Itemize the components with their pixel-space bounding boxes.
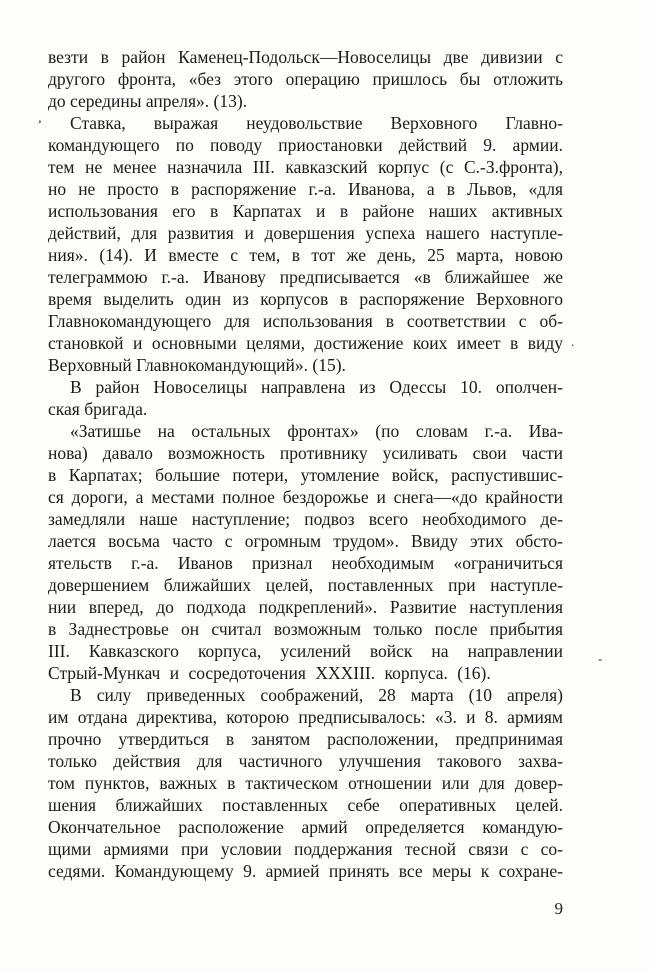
text-line: становкой и основными целями, достижение коих имеет в виду bbox=[48, 333, 563, 353]
text-line: действий, для развития и довершения успеха нашего наступле- bbox=[48, 223, 563, 243]
scan-artifact-mark: ’ bbox=[35, 116, 43, 133]
text-line: ния». (14). И вместе с тем, в тот же день, 25 марта, новою bbox=[48, 245, 563, 265]
page-number: 9 bbox=[554, 899, 563, 918]
scan-artifact-dot: . bbox=[571, 334, 575, 349]
text-line: нова) давало возможность противнику усиливать свои части bbox=[48, 443, 563, 463]
text-line: лается восьма часто с огромным трудом». Ввиду этих обсто- bbox=[48, 531, 563, 551]
text-line: щими армиями при условии поддержания тесной связи с со- bbox=[48, 839, 563, 859]
text-line: но не просто в распоряжение г.-а. Иванова, а в Львов, «для bbox=[48, 179, 563, 199]
text-line: Главнокомандующего для использования в соответствии с об- bbox=[48, 311, 563, 331]
text-line: в Карпатах; большие потери, утомление войск, распустившис- bbox=[48, 465, 563, 485]
text-line: Окончательное расположение армий определяется командую- bbox=[48, 817, 563, 837]
text-line: тем не менее назначила III. кавказский корпус (с С.-З.фронта), bbox=[48, 157, 563, 177]
text-line: время выделить один из корпусов в распоряжение Верховного bbox=[48, 289, 563, 309]
text-line: седями. Командующему 9. армией принять все меры к сохране- bbox=[48, 861, 563, 881]
text-line: ся дороги, а местами полное бездорожье и снега—«до крайности bbox=[48, 487, 563, 507]
text-line: им отдана директива, которою предписывалось: «3. и 8. армиям bbox=[48, 707, 563, 727]
text-line: «Затишье на остальных фронтах» (по словам г.-а. Ива- bbox=[70, 421, 563, 441]
text-line: В район Новоселицы направлена из Одессы 10. ополчен- bbox=[70, 377, 563, 397]
text-line: довершением ближайших целей, поставленных при наступле- bbox=[48, 575, 563, 595]
text-line: Ставка, выражая неудовольствие Верховного Главно- bbox=[70, 113, 563, 133]
text-line: замедляли наше наступление; подвоз всего необходимого де- bbox=[48, 509, 563, 529]
text-line: В силу приведенных соображений, 28 марта (10 апреля) bbox=[70, 685, 563, 705]
page-text bbox=[48, 46, 563, 882]
text-line: III. Кавказского корпуса, усилений войск на направлении bbox=[48, 641, 563, 661]
text-line: только действия для частичного улучшения такового захва- bbox=[48, 751, 563, 771]
text-line: телеграммою г.-а. Иванову предписывается «в ближайшее же bbox=[48, 267, 563, 287]
text-line: нии вперед, до подхода подкреплений». Развитие наступления bbox=[48, 597, 563, 617]
text-line: Стрый-Мункач и сосредоточения XXXIII. корпуса. (16). bbox=[48, 663, 491, 683]
text-line: до середины апреля». (13). bbox=[48, 91, 248, 111]
text-line: ятельств г.-а. Иванов признал необходимым «ограничиться bbox=[48, 553, 563, 573]
text-line: использования его в Карпатах и в районе наших активных bbox=[48, 201, 563, 221]
text-line: везти в район Каменец-Подольск—Новоселицы две дивизии с bbox=[48, 47, 563, 67]
scan-artifact-dash: - bbox=[598, 651, 603, 666]
text-line: прочно утвердиться в занятом расположении, предпринимая bbox=[48, 729, 563, 749]
text-line: в Заднестровье он считал возможным только после прибытия bbox=[48, 619, 563, 639]
text-line: другого фронта, «без этого операцию пришлось бы отложить bbox=[48, 69, 563, 89]
text-line: Верховный Главнокомандующий». (15). bbox=[48, 355, 346, 375]
text-line: командующего по поводу приостановки действий 9. армии. bbox=[48, 135, 563, 155]
text-line: ская бригада. bbox=[48, 399, 148, 419]
text-line: том пунктов, важных в тактическом отношении или для довер- bbox=[48, 773, 563, 793]
text-line: шения ближайших поставленных себе оперативных целей. bbox=[48, 795, 563, 815]
